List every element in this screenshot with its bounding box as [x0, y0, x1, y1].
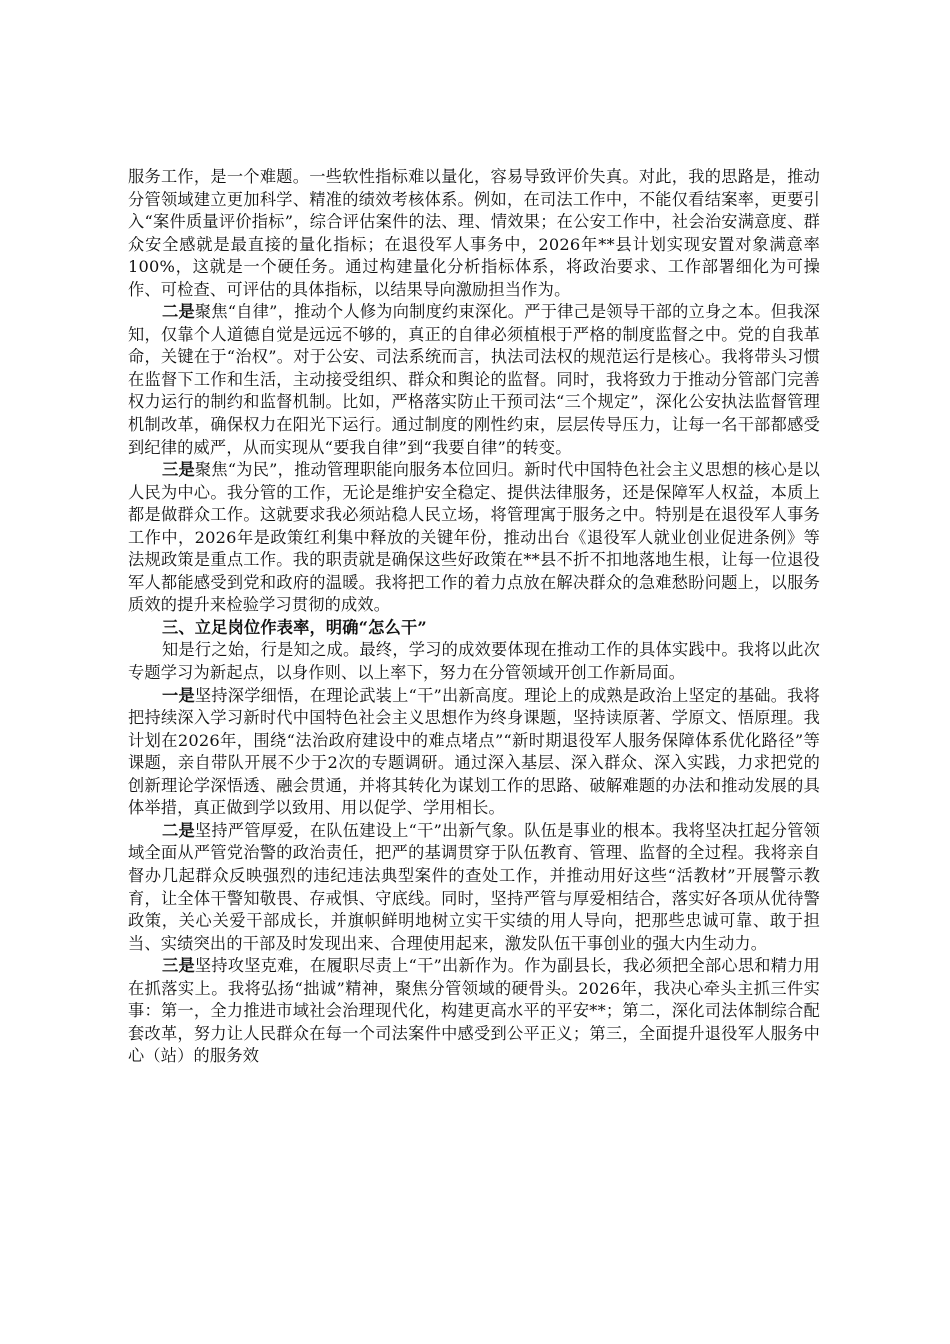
paragraph-2-lead: 二是	[162, 302, 195, 322]
paragraph-3-lead: 三是	[162, 460, 195, 480]
paragraph-5	[128, 685, 820, 820]
document-body	[128, 166, 820, 1068]
paragraph-6	[128, 820, 820, 955]
paragraph-3-text: 聚焦“为民”，推动管理职能向服务本位回归。新时代中国特色社会主义思想的核心是以人民为中心。我分管的工作，无论是维护安全稳定、提供法律服务，还是保障军人权益，本质上都是做群众工作。这就要求我必须站稳人民立场，将管理寓于服务之中。特别是在退役军人事务工作中，2026年是政策红利集中释放的关键年份，推动出台《退役军人就业创业促进条例》等法规政策是重点工作。我的职责就是确保这些好政策在**县不折不扣地落地生根，让每一位退役军人都能感受到党和政府的温暖。我将把工作的着力点放在解决群众的急难愁盼问题上，以服务质效的提升来检验学习贯彻的成效。	[128, 460, 820, 615]
paragraph-7	[128, 955, 820, 1068]
paragraph-1	[128, 166, 820, 301]
paragraph-7-lead: 三是	[162, 956, 195, 976]
paragraph-2-text: 聚焦“自律”，推动个人修为向制度约束深化。严于律己是领导干部的立身之本。但我深知，仅靠个人道德自觉是远远不够的，真正的自律必须植根于严格的制度监督之中。党的自我革命，关键在于“治权”。对于公安、司法系统而言，执法司法权的规范运行是核心。我将带头习惯在监督下工作和生活，主动接受组织、群众和舆论的监督。同时，我将致力于推动分管部门完善权力运行的制约和监督机制。比如，严格落实防止干预司法“三个规定”，深化公安执法监督管理机制改革，确保权力在阳光下运行。通过制度的刚性约束，层层传导压力，让每一名干部都感受到纪律的威严，从而实现从“要我自律”到“我要自律”的转变。	[128, 302, 820, 457]
paragraph-6-text: 坚持严管厚爱，在队伍建设上“干”出新气象。队伍是事业的根本。我将坚决扛起分管领域全面从严管党治警的政治责任，把严的基调贯穿于队伍教育、管理、监督的全过程。我将亲自督办几起群众反映强烈的违纪违法典型案件的查处工作，并推动用好这些“活教材”开展警示教育，让全体干警知敬畏、存戒惧、守底线。同时，坚持严管与厚爱相结合，落实好各项从优待警政策，关心关爱干部成长，并旗帜鲜明地树立实干实绩的用人导向，把那些忠诚可靠、敢于担当、实绩突出的干部及时发现出来、合理使用起来，激发队伍干事创业的强大内生动力。	[128, 820, 820, 953]
paragraph-5-lead: 一是	[162, 685, 195, 705]
paragraph-6-lead: 二是	[162, 820, 195, 840]
paragraph-7-text: 坚持攻坚克难，在履职尽责上“干”出新作为。作为副县长，我必须把全部心思和精力用在抓落实上。我将弘扬“拙诚”精神，聚焦分管领域的硬骨头。2026年，我决心牵头主抓三件实事：第一，全力推进市域社会治理现代化，构建更高水平的平安**；第二，深化司法体制综合配套改革，努力让人民群众在每一个司法案件中感受到公平正义；第三，全面提升退役军人服务中心（站）的服务效	[128, 956, 820, 1066]
paragraph-1-text: 服务工作，是一个难题。一些软性指标难以量化，容易导致评价失真。对此，我的思路是，推动分管领域建立更加科学、精准的绩效考核体系。例如，在司法工作中，不能仅看结案率，更要引入“案件质量评价指标”，综合评估案件的法、理、情效果；在公安工作中，社会治安满意度、群众安全感就是最直接的量化指标；在退役军人事务中，2026年**县计划实现安置对象满意率100%，这就是一个硬任务。通过构建量化分析指标体系，将政治要求、工作部署细化为可操作、可检查、可评估的具体指标，以结果导向激励担当作为。	[128, 167, 820, 299]
paragraph-4-text: 知是行之始，行是知之成。最终，学习的成效要体现在推动工作的具体实践中。我将以此次专题学习为新起点，以身作则、以上率下，努力在分管领域开创工作新局面。	[128, 640, 820, 683]
paragraph-2	[128, 301, 820, 459]
paragraph-3	[128, 459, 820, 617]
paragraph-4	[128, 639, 820, 684]
section-heading: 三、立足岗位作表率，明确“怎么干”	[162, 617, 427, 637]
paragraph-5-text: 坚持深学细悟，在理论武装上“干”出新高度。理论上的成熟是政治上坚定的基础。我将把持续深入学习新时代中国特色社会主义思想作为终身课题，坚持读原著、学原文、悟原理。我计划在2026年，围绕“法治政府建设中的难点堵点”“新时期退役军人服务保障体系优化路径”等课题，亲自带队开展不少于2次的专题调研。通过深入基层、深入群众、深入实践，力求把党的创新理论学深悟透、融会贯通，并将其转化为谋划工作的思路、破解难题的办法和推动发展的具体举措，真正做到学以致用、用以促学、学用相长。	[128, 685, 820, 818]
